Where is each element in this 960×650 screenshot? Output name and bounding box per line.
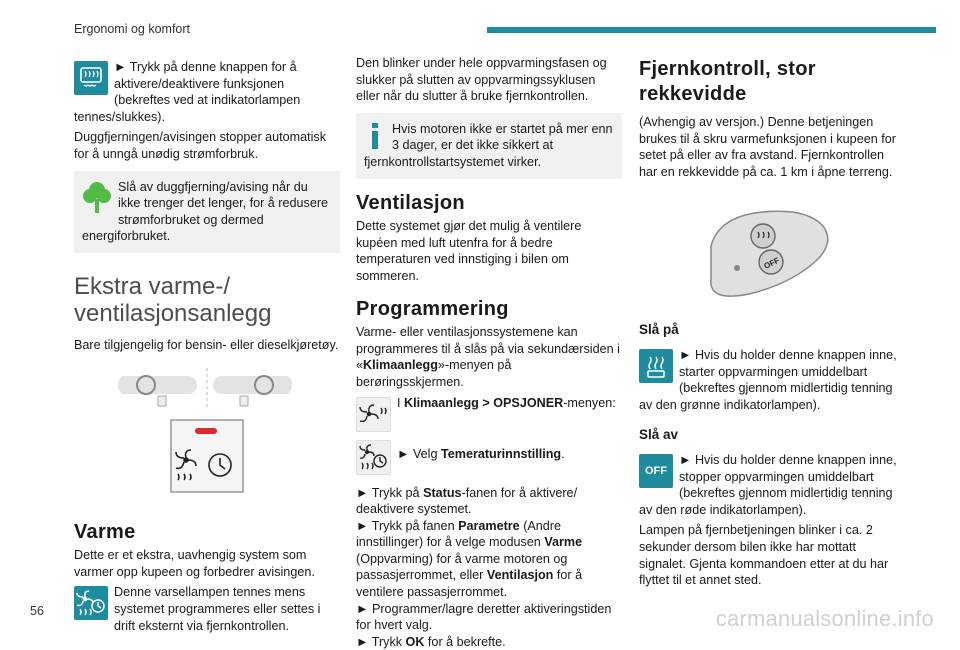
defrost-button-text: ► Trykk på denne knappen for å aktivere/deaktivere funksjonen (bekreftes ved at indikatorlampen tennes/slukkes).: [74, 60, 301, 124]
programmering-description: Varme- eller ventilasjonssystemene kan programmeres til å slås på via sekundærsiden i «Klimaanlegg»-menyen på berøringsskjermen.: [356, 325, 620, 389]
rear-defrost-icon: [74, 61, 108, 95]
heading-programmering: Programmering: [356, 297, 509, 320]
page-header: [0, 0, 960, 40]
heater-on-icon: [639, 349, 673, 383]
column-3: [639, 55, 905, 589]
dashboard-illustration: [74, 368, 340, 508]
off-retry-text: Lampen på fjernbetjeningen blinker i ca. 2 sekunder dersom bilen ikke har mottatt signalet. Gjenta kommandoen etter at du har flyttet til et annet sted.: [639, 523, 889, 588]
temp-setting-row: [356, 438, 622, 477]
heater-timer-icon-small: [356, 440, 391, 475]
off-icon: [639, 454, 673, 488]
heading-ventilasjon: Ventilasjon: [356, 191, 465, 214]
step-program: ► Programmer/lagre deretter aktiveringstiden for hvert valg.: [356, 601, 612, 633]
temp-setting-text: ► Velg Temeraturinnstilling.: [397, 446, 565, 461]
heading-extra-heating: Ekstra varme-/ ventilasjonsanlegg: [74, 272, 272, 327]
varme-lamp-row: [74, 584, 340, 634]
remote-off-label: OFF: [762, 256, 781, 272]
off-badge-label: OFF: [645, 464, 667, 477]
eco-notice-text: Slå av duggfjerning/avising når du ikke trenger det lenger, for å redusere strømforbruket og dermed energiforbruket.: [82, 179, 329, 244]
heading-sla-pa: Slå på: [639, 322, 679, 338]
heater-timer-icon: [74, 586, 108, 620]
fan-heater-icon: [356, 397, 391, 432]
step-parametre: ► Trykk på fanen Parametre (Andre innstillinger) for å velge modusen Varme (Oppvarming) for å varme motoren og passasjerrommet, eller Ventilasjon for å ventilere passasjerrommet.: [356, 518, 583, 600]
column-2: [356, 55, 622, 650]
off-text: ► Hvis du holder denne knappen inne, stopper oppvarmingen umiddelbart (bekreftes gjennom midlertidig tenning av den røde indikatorlampen).: [639, 452, 897, 517]
page-number: 56: [30, 604, 44, 618]
defrost-instruction: [74, 59, 340, 125]
header-accent-bar: [487, 27, 936, 33]
on-row: [639, 347, 905, 413]
remote-description: (Avhengig av versjon.) Denne betjeningen brukes til å skru varmefunksjonen i kupeen for setet på eller av fra avstand. Fjernkontrollen har en rekkevidde på ca. 1 km i åpne terreng.: [639, 115, 896, 179]
on-text: ► Hvis du holder denne knappen inne, starter oppvarmingen umiddelbart (bekreftes gjennom midlertidig tenning av den grønne indikatorlampen).: [639, 347, 897, 412]
heading-varme: Varme: [74, 520, 136, 543]
varme-description: Dette er et ekstra, uavhengig system som varmer opp kupeen og forbedrer avisingen.: [74, 548, 315, 579]
heading-remote: Fjernkontroll, stor rekkevidde: [639, 58, 816, 105]
eco-notice: [74, 171, 340, 253]
menu-row: [356, 395, 622, 434]
ventilasjon-description: Dette systemet gjør det mulig å ventilere kupéen med luft utenfra for å bedre temperaturen ved innstiging i bilen om sommeren.: [356, 219, 582, 283]
watermark: carmanualsonline.info: [715, 606, 934, 631]
blink-description: Den blinker under hele oppvarmingsfasen og slukker på slutten av oppvarmingssyklusen eller når du slutter å bruke fjernkontrollen.: [356, 56, 607, 104]
heading-sla-av: Slå av: [639, 427, 679, 443]
extra-heating-availability: Bare tilgjengelig for bensin- eller dieselkjøretøy.: [74, 337, 339, 352]
defrost-auto-stop-text: Duggfjerningen/avisingen stopper automatisk for å unngå unødig strømforbruk.: [74, 130, 327, 161]
column-1: [74, 55, 340, 638]
info-icon: [366, 121, 384, 151]
section-title: Ergonomi og komfort: [74, 22, 191, 36]
info-notice: [356, 113, 622, 179]
varme-lamp-text: Denne varsellampen tennes mens systemet programmeres eller settes i drift eksternt via fjernkontrollen.: [114, 585, 321, 633]
off-row: [639, 452, 905, 518]
menu-path-text: I Klimaanlegg > OPSJONER-menyen:: [397, 395, 616, 410]
remote-illustration: [639, 198, 905, 308]
step-status: ► Trykk på Status-fanen for å aktivere/ deaktivere systemet.: [356, 485, 578, 517]
eco-tree-icon: [82, 179, 112, 215]
info-notice-text: Hvis motoren ikke er startet på mer enn 3 dager, er det ikke sikkert at fjernkontrollstartsystemet virker.: [364, 121, 613, 169]
step-confirm: ► Trykk OK for å bekrefte.: [356, 634, 506, 649]
